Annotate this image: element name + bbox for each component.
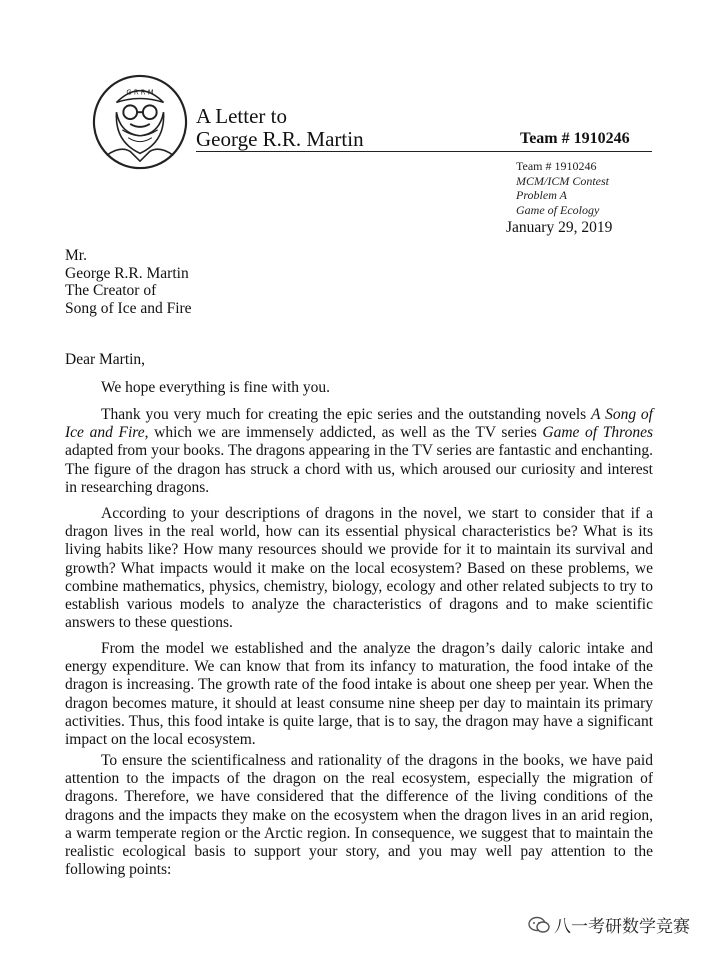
recipient-line-3: The Creator of	[65, 282, 157, 300]
recipient-line-2: George R.R. Martin	[65, 264, 189, 282]
contest-meta	[516, 159, 609, 217]
paragraph-4: From the model we established and the analyze the dragon’s daily caloric intake and energy expenditure. We can know that from its infancy to maturation, the food intake of the dragon is increasing. The growth rate of the food intake is about one sheep per year. When the dragon becomes mature, it should at least consume nine sheep per day to maintain its primary activities. Thus, this food intake is quite large, that is to say, the dragon may have a significant impact on the local ecosystem.	[65, 640, 653, 749]
recipient-line-4: Song of Ice and Fire	[65, 299, 192, 317]
watermark-text: 八一考研数学竞赛	[554, 917, 690, 937]
wechat-icon	[528, 916, 550, 934]
salutation: Dear Martin,	[65, 351, 146, 368]
paragraph-2-part-c: adapted from your books. The dragons appearing in the TV series are fantastic and enchanting. The figure of the dragon has struck a chord with us, which aroused our curiosity and interest in researching dragons.	[65, 442, 653, 496]
team-number-heading: Team # 1910246	[520, 130, 630, 147]
title-line-2: George R.R. Martin	[196, 127, 364, 151]
svg-text:G R R M: G R R M	[126, 88, 154, 97]
meta-contest: MCM/ICM Contest	[516, 173, 609, 188]
grrm-portrait-logo	[91, 73, 189, 171]
recipient-line-1: Mr.	[65, 247, 87, 264]
letter-title	[196, 105, 364, 151]
title-line-1: A Letter to	[196, 104, 287, 128]
tv-series-title: Game of Thrones	[542, 424, 654, 442]
letter-date: January 29, 2019	[506, 219, 613, 236]
paragraph-3: According to your descriptions of dragons in the novel, we start to consider that if a dragon lives in the real world, how can its essential physical characteristics be? What is its living habits like? How many resources should we provide for it to maintain its survival and growth? What impacts would it make on the local ecosystem? Based on these problems, we combine mathematics, physics, chemistry, biology, ecology and other related subjects to try to establish various models to analyze the characteristics of dragons and to make scientific answers to these questions.	[65, 505, 653, 632]
header-rule	[196, 151, 652, 152]
meta-team: Team # 1910246	[516, 159, 597, 173]
paragraph-1: We hope everything is fine with you.	[101, 379, 331, 396]
watermark	[528, 912, 690, 937]
paragraph-2	[65, 406, 653, 497]
meta-problem: Problem A	[516, 188, 567, 203]
meta-topic: Game of Ecology	[516, 202, 600, 217]
novel-title: A Song of Ice and Fire	[65, 406, 653, 442]
recipient-address	[65, 247, 192, 317]
paragraph-2-part-b: , which we are immensely addicted, as well as the TV series	[144, 424, 543, 442]
paragraph-2-part-a: Thank you very much for creating the epic series and the outstanding novels	[101, 406, 592, 423]
paragraph-5: To ensure the scientificalness and rationality of the dragons in the books, we have paid attention to the impacts of the dragon on the real ecosystem, especially the migration of dragons. Therefore, we have considered that the difference of the living conditions of the dragons and the impacts they make on the ecosystem when the dragon lives in an arid region, a warm temperate region or the Arctic region. In consequence, we suggest that to maintain the realistic ecological basis to support your story, and you may well pay attention to the following points:	[65, 752, 653, 879]
